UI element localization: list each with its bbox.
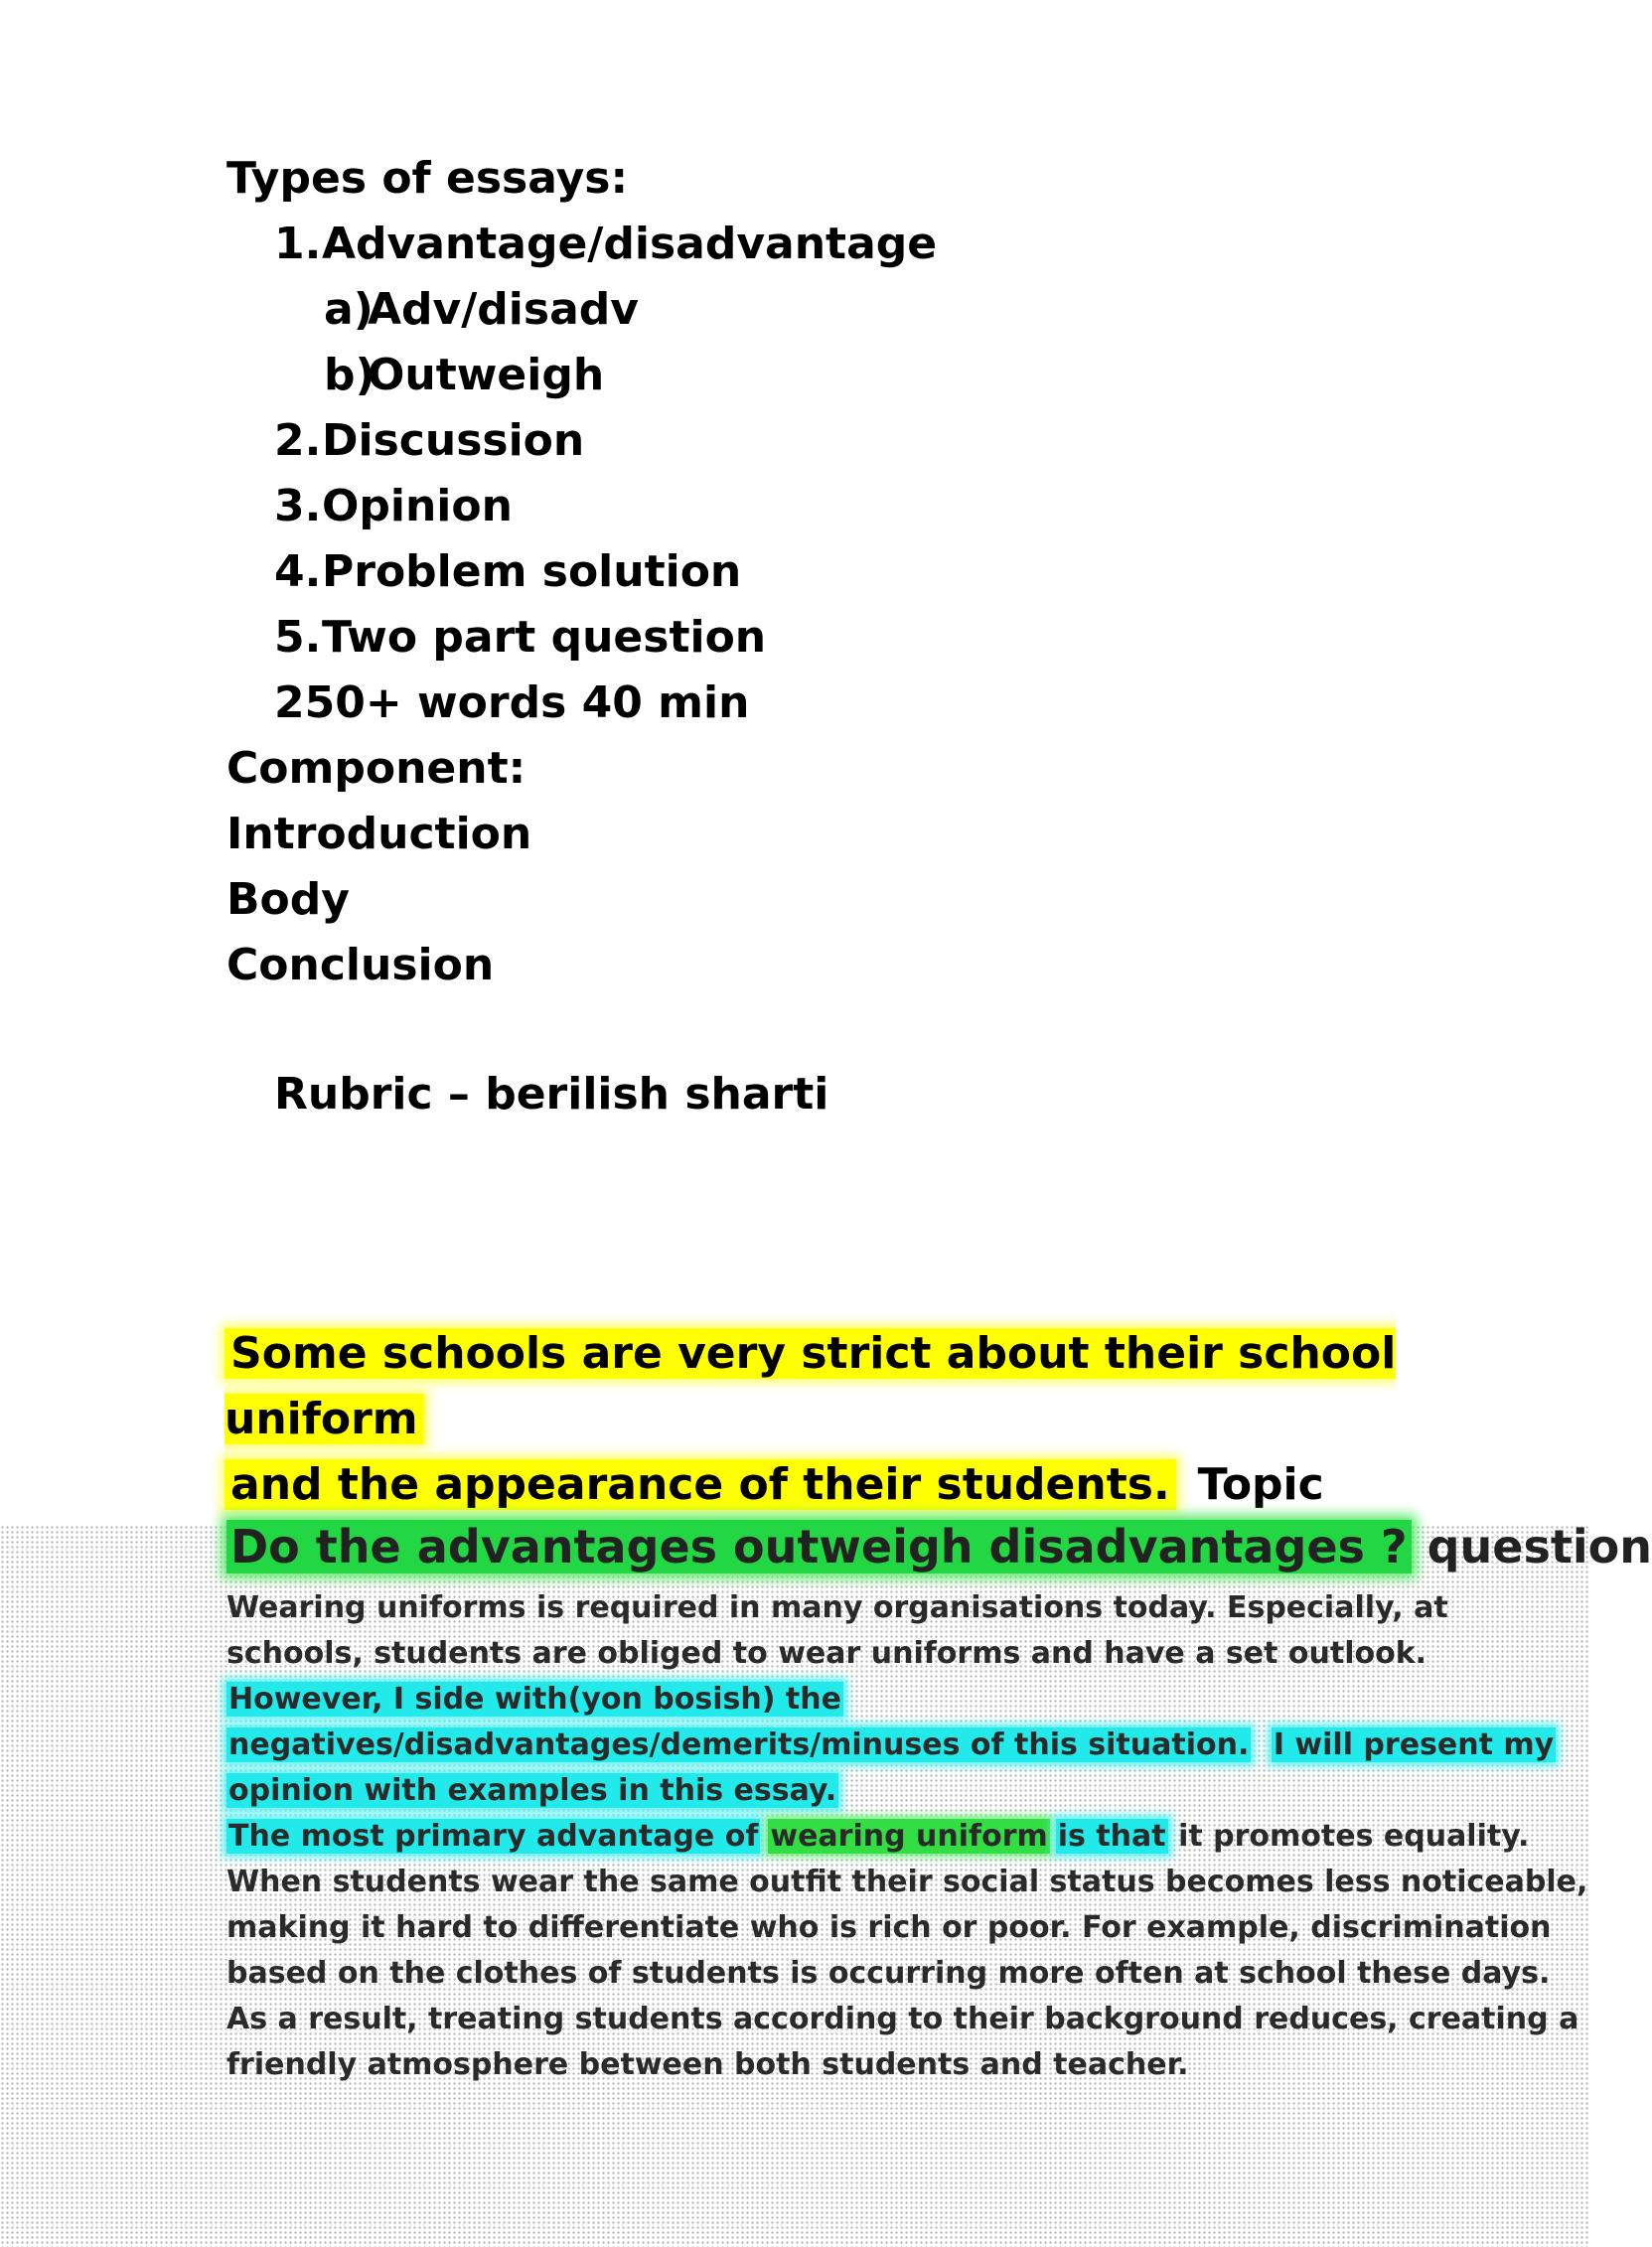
essay-line: schools, students are obliged to wear uniforms and have a set outlook. <box>226 1636 1427 1671</box>
list-number: 1. <box>274 219 322 269</box>
essay-line: Wearing uniforms is required in many organisations today. Especially, at <box>226 1590 1448 1625</box>
list-number: 3. <box>274 481 322 531</box>
topic-tag: Topic <box>1197 1459 1324 1510</box>
component-conclusion: Conclusion <box>226 940 495 990</box>
essay-line <box>226 1814 1529 1860</box>
list-item <box>274 481 513 531</box>
question-tag: question <box>1427 1520 1652 1573</box>
sub-list-letter: a) <box>324 284 374 335</box>
sub-list-item-label: Adv/disadv <box>368 284 639 335</box>
list-item-label: Opinion <box>322 481 513 531</box>
rubric-line: Rubric – berilish sharti <box>274 1069 829 1120</box>
list-item <box>274 612 766 663</box>
list-number: 2. <box>274 415 322 466</box>
list-item-label: Advantage/disadvantage <box>322 219 938 269</box>
sub-list-item-label: Outweigh <box>368 350 605 400</box>
essay-line: As a result, treating students according to their background reduces, creating a <box>226 2002 1579 2036</box>
essay-text: it promotes equality. <box>1178 1819 1530 1854</box>
essay-line <box>226 1768 838 1814</box>
topic-line-1: Some schools are very strict about their school uniform <box>225 1328 1397 1444</box>
essay-line: based on the clothes of students is occurring more often at school these days. <box>226 1956 1551 1991</box>
essay-line: friendly atmosphere between both students and teacher. <box>226 2047 1189 2082</box>
word-limit: 250+ words 40 min <box>274 677 750 728</box>
list-number: 4. <box>274 546 322 597</box>
question-line <box>226 1520 1652 1573</box>
list-item <box>274 219 937 269</box>
topic-line-2: and the appearance of their students. <box>225 1459 1176 1510</box>
sub-list-letter: b) <box>324 350 375 400</box>
essay-types-title: Types of essays: <box>226 153 629 204</box>
highlighted-thesis: I will present my <box>1273 1727 1555 1762</box>
essay-line: making it hard to differentiate who is rich or poor. For example, discrimination <box>226 1910 1552 1945</box>
component-introduction: Introduction <box>226 809 532 859</box>
essay-line <box>226 1677 843 1723</box>
highlighted-thesis: opinion with examples in this essay. <box>228 1773 837 1808</box>
list-item-label: Problem solution <box>322 546 742 597</box>
list-item-label: Discussion <box>322 415 585 466</box>
component-body: Body <box>226 874 350 925</box>
highlighted-thesis: However, I side with(yon bosish) the <box>228 1682 841 1717</box>
sub-list-item <box>324 350 604 400</box>
highlighted-keyword: wearing uniform <box>770 1819 1048 1854</box>
highlighted-phrase: is that <box>1057 1819 1166 1854</box>
sub-list-item <box>324 284 639 335</box>
list-item <box>274 546 741 597</box>
topic-sentence <box>225 1321 1476 1518</box>
highlighted-phrase: The most primary advantage of <box>228 1819 759 1854</box>
essay-line <box>226 1723 1556 1768</box>
list-item <box>274 415 584 466</box>
question-text: Do the advantages outweigh disadvantages ? <box>226 1520 1412 1573</box>
component-title: Component: <box>226 743 526 794</box>
highlighted-thesis: negatives/disadvantages/demerits/minuses of this situation. <box>228 1727 1250 1762</box>
list-item-label: Two part question <box>322 612 767 663</box>
essay-line: When students wear the same outfit their social status becomes less noticeable, <box>226 1865 1588 1899</box>
list-number: 5. <box>274 612 322 663</box>
